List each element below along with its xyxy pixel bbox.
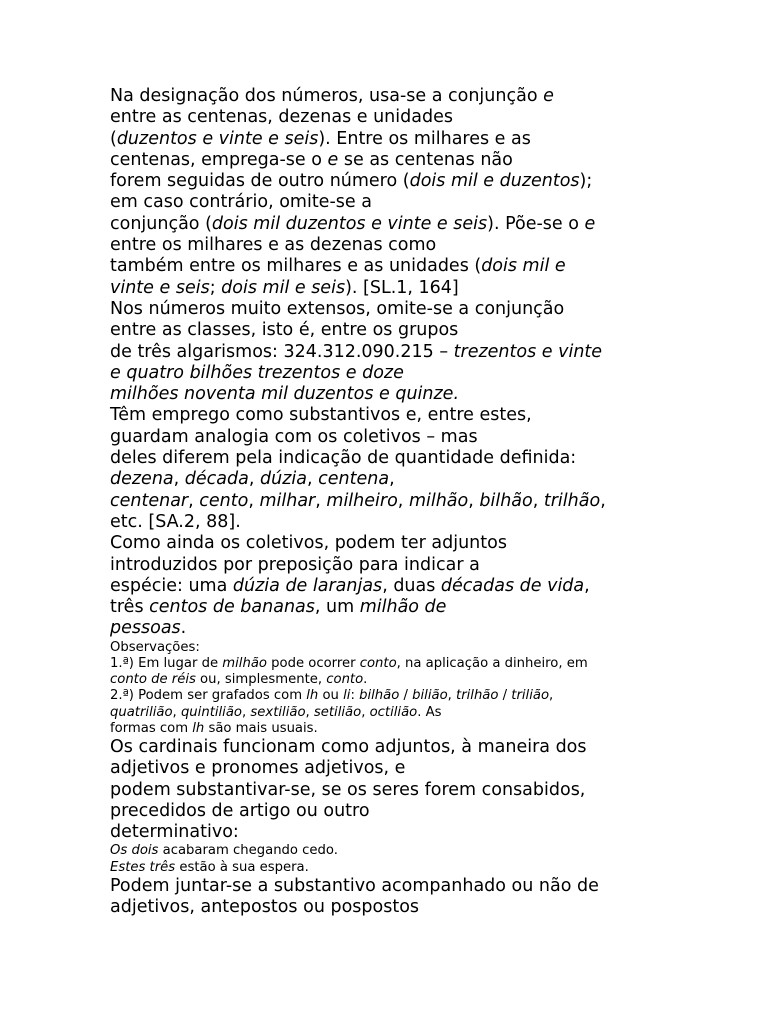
text-run: três bbox=[110, 597, 150, 618]
italic-run: trilhão bbox=[456, 688, 499, 704]
text-line bbox=[110, 656, 670, 672]
text-line bbox=[110, 129, 670, 150]
text-paragraph bbox=[110, 533, 670, 639]
text-run: guardam analogia com os coletivos – mas bbox=[110, 426, 478, 447]
text-run: acabaram chegando cedo. bbox=[158, 843, 338, 859]
text-run: Podem juntar-se a substantivo acompanhado ou não de bbox=[110, 875, 599, 896]
text-run: , na aplicação a dinheiro, em bbox=[396, 655, 588, 671]
text-run: , bbox=[584, 575, 590, 596]
text-run: Na designação dos números, usa-se a conjunção bbox=[110, 86, 544, 106]
text-run: . As bbox=[417, 704, 442, 720]
text-run: estão à sua espera. bbox=[175, 859, 309, 875]
text-run: introduzidos por preposição para indicar a bbox=[110, 554, 480, 575]
text-line bbox=[110, 320, 670, 341]
text-run: , bbox=[315, 490, 327, 511]
text-run: Os cardinais funcionam como adjuntos, à maneira dos bbox=[110, 736, 587, 757]
text-paragraph bbox=[110, 86, 670, 299]
text-run: ). Põe-se o bbox=[487, 213, 585, 234]
italic-run: milheiro bbox=[326, 490, 398, 511]
italic-run: dúzia bbox=[260, 469, 307, 490]
italic-run: centena bbox=[318, 469, 390, 490]
italic-run: dúzia de laranjas bbox=[232, 575, 383, 596]
text-run: adjetivos, antepostos ou pospostos bbox=[110, 897, 420, 918]
text-run: , bbox=[188, 490, 200, 511]
text-run: forem seguidas de outro número ( bbox=[110, 171, 410, 192]
text-line bbox=[110, 533, 670, 554]
text-run: podem substantivar-se, se os seres forem consabidos, bbox=[110, 779, 586, 800]
text-line bbox=[110, 214, 670, 235]
italic-run: pessoas bbox=[110, 618, 181, 639]
italic-run: li bbox=[343, 688, 351, 704]
italic-run: e bbox=[327, 149, 339, 170]
text-line bbox=[110, 555, 670, 576]
text-paragraph bbox=[110, 405, 670, 533]
text-run: , bbox=[397, 490, 409, 511]
italic-run: Os dois bbox=[110, 843, 159, 859]
text-run: ); bbox=[579, 171, 593, 192]
text-run: deles diferem pela indicação de quantidade definida: bbox=[110, 448, 577, 469]
italic-run: milhão de bbox=[359, 597, 447, 618]
italic-run: década bbox=[184, 469, 249, 490]
text-line bbox=[110, 171, 670, 192]
text-run: entre os milhares e as dezenas como bbox=[110, 235, 437, 256]
italic-run: milhar bbox=[259, 490, 316, 511]
text-line bbox=[110, 843, 670, 859]
text-run: , um bbox=[314, 597, 360, 618]
italic-run: quatrilião bbox=[110, 704, 173, 720]
text-run: precedidos de artigo ou outro bbox=[110, 800, 370, 821]
text-paragraph bbox=[110, 299, 670, 405]
text-run: / bbox=[399, 688, 413, 704]
text-run: formas com bbox=[110, 720, 193, 736]
text-paragraph bbox=[110, 876, 670, 919]
text-run: , bbox=[468, 490, 480, 511]
text-line bbox=[110, 256, 670, 277]
italic-run: dezena bbox=[110, 469, 174, 490]
text-run: ; bbox=[209, 277, 222, 298]
text-line bbox=[110, 737, 670, 758]
italic-run: bilhão bbox=[359, 688, 400, 704]
italic-run: cento bbox=[199, 490, 249, 511]
text-line bbox=[110, 822, 670, 843]
italic-run: trezentos e vinte bbox=[453, 341, 603, 362]
italic-run: dois mil e duzentos bbox=[409, 171, 580, 192]
text-line bbox=[110, 897, 670, 918]
italic-run: bilhão bbox=[479, 490, 533, 511]
text-run: ). [SL.1, 164] bbox=[345, 277, 459, 298]
text-line bbox=[110, 597, 670, 618]
text-run: , bbox=[242, 704, 251, 720]
text-run: etc. [SA.2, 88]. bbox=[110, 511, 241, 532]
text-run: de três algarismos: 324.312.090.215 – bbox=[110, 341, 454, 362]
text-line bbox=[110, 721, 670, 737]
italic-run: centos de bananas bbox=[149, 597, 315, 618]
text-run: ou, simplesmente, bbox=[195, 672, 327, 688]
text-run: Têm emprego como substantivos e, entre estes, bbox=[110, 405, 532, 426]
text-run: : bbox=[350, 688, 360, 704]
italic-run: duzentos e vinte e seis bbox=[116, 128, 319, 149]
italic-run: lh bbox=[192, 720, 205, 736]
text-line bbox=[110, 876, 670, 897]
italic-run: vinte e seis bbox=[110, 277, 210, 298]
italic-run: e bbox=[543, 86, 554, 106]
text-line bbox=[110, 192, 670, 213]
text-run: , bbox=[305, 704, 314, 720]
italic-run: conto de réis bbox=[110, 672, 196, 688]
italic-run: sextilião bbox=[250, 704, 306, 720]
italic-run: e bbox=[584, 213, 596, 234]
text-run: , bbox=[549, 688, 554, 704]
italic-run: dois mil duzentos e vinte e seis bbox=[211, 213, 488, 234]
text-run: também entre os milhares e as unidades ( bbox=[110, 256, 482, 277]
text-run: , bbox=[248, 490, 260, 511]
text-run: , bbox=[248, 469, 260, 490]
text-run: , bbox=[532, 490, 544, 511]
italic-run: quintilião bbox=[180, 704, 243, 720]
text-run: entre as centenas, dezenas e unidades bbox=[110, 107, 453, 128]
text-run: adjetivos e pronomes adjetivos, e bbox=[110, 758, 406, 779]
text-line bbox=[110, 150, 670, 171]
italic-run: milhões noventa mil duzentos e quinze. bbox=[110, 384, 460, 405]
italic-run: centenar bbox=[110, 490, 189, 511]
text-run: ( bbox=[110, 128, 117, 149]
text-line bbox=[110, 512, 670, 533]
text-run: em caso contrário, omite-se a bbox=[110, 192, 372, 213]
italic-run: octilião bbox=[369, 704, 418, 720]
italic-run: dois mil e bbox=[481, 256, 566, 277]
italic-run: dois mil e seis bbox=[221, 277, 346, 298]
italic-run: conto bbox=[326, 672, 364, 688]
text-line bbox=[110, 576, 670, 597]
text-run: , bbox=[600, 490, 606, 511]
note-paragraph bbox=[110, 843, 670, 875]
text-run: ). Entre os milhares e as bbox=[318, 128, 531, 149]
text-run: , duas bbox=[382, 575, 441, 596]
text-line bbox=[110, 342, 670, 363]
text-line bbox=[110, 448, 670, 469]
text-run: , bbox=[172, 704, 181, 720]
text-run: . bbox=[363, 672, 368, 688]
text-line bbox=[110, 363, 670, 384]
italic-run: e quatro bilhões trezentos e doze bbox=[110, 362, 404, 383]
italic-run: Estes três bbox=[110, 859, 176, 875]
text-line bbox=[110, 86, 670, 107]
text-line bbox=[110, 107, 670, 128]
text-run: . bbox=[180, 618, 187, 639]
text-line bbox=[110, 405, 670, 426]
text-run: Como ainda os coletivos, podem ter adjuntos bbox=[110, 533, 507, 554]
text-line bbox=[110, 801, 670, 822]
text-paragraph bbox=[110, 737, 670, 843]
text-run: , bbox=[173, 469, 185, 490]
text-run: espécie: uma bbox=[110, 575, 233, 596]
text-line bbox=[110, 640, 670, 656]
text-line bbox=[110, 780, 670, 801]
text-run: centenas, emprega-se o bbox=[110, 149, 328, 170]
text-line bbox=[110, 758, 670, 779]
text-line bbox=[110, 672, 670, 688]
text-run: , bbox=[389, 469, 395, 490]
italic-run: bilião bbox=[412, 688, 448, 704]
italic-run: milhão bbox=[408, 490, 469, 511]
document-page bbox=[110, 86, 670, 918]
text-run: ou bbox=[318, 688, 344, 704]
text-run: Observações: bbox=[110, 639, 200, 655]
text-run: pode ocorrer bbox=[266, 655, 360, 671]
text-run: conjunção ( bbox=[110, 213, 212, 234]
italic-run: milhão bbox=[222, 655, 267, 671]
text-run: Nos números muito extensos, omite-se a conjunção bbox=[110, 298, 565, 319]
text-run: , bbox=[306, 469, 319, 490]
text-line bbox=[110, 491, 670, 512]
text-run: 2.ª) Podem ser grafados com bbox=[110, 688, 307, 704]
text-line bbox=[110, 299, 670, 320]
italic-run: setilião bbox=[313, 704, 362, 720]
text-run: determinativo: bbox=[110, 822, 239, 843]
text-run: / bbox=[498, 688, 512, 704]
text-run: 1.ª) Em lugar de bbox=[110, 655, 223, 671]
text-line bbox=[110, 688, 670, 704]
text-line bbox=[110, 384, 670, 405]
note-paragraph bbox=[110, 640, 670, 737]
text-run: , bbox=[361, 704, 370, 720]
text-line bbox=[110, 278, 670, 299]
italic-run: lh bbox=[306, 688, 319, 704]
text-run: , bbox=[447, 688, 457, 704]
text-line bbox=[110, 469, 670, 490]
italic-run: trilhão bbox=[543, 490, 601, 511]
text-run: são mais usuais. bbox=[204, 720, 318, 736]
text-line bbox=[110, 860, 670, 876]
text-line bbox=[110, 235, 670, 256]
text-run: entre as classes, isto é, entre os grupos bbox=[110, 320, 459, 341]
text-run: se as centenas não bbox=[338, 149, 513, 170]
text-line bbox=[110, 705, 670, 721]
italic-run: trilião bbox=[511, 688, 550, 704]
italic-run: décadas de vida bbox=[440, 575, 585, 596]
text-line bbox=[110, 427, 670, 448]
text-line bbox=[110, 618, 670, 639]
italic-run: conto bbox=[359, 655, 397, 671]
